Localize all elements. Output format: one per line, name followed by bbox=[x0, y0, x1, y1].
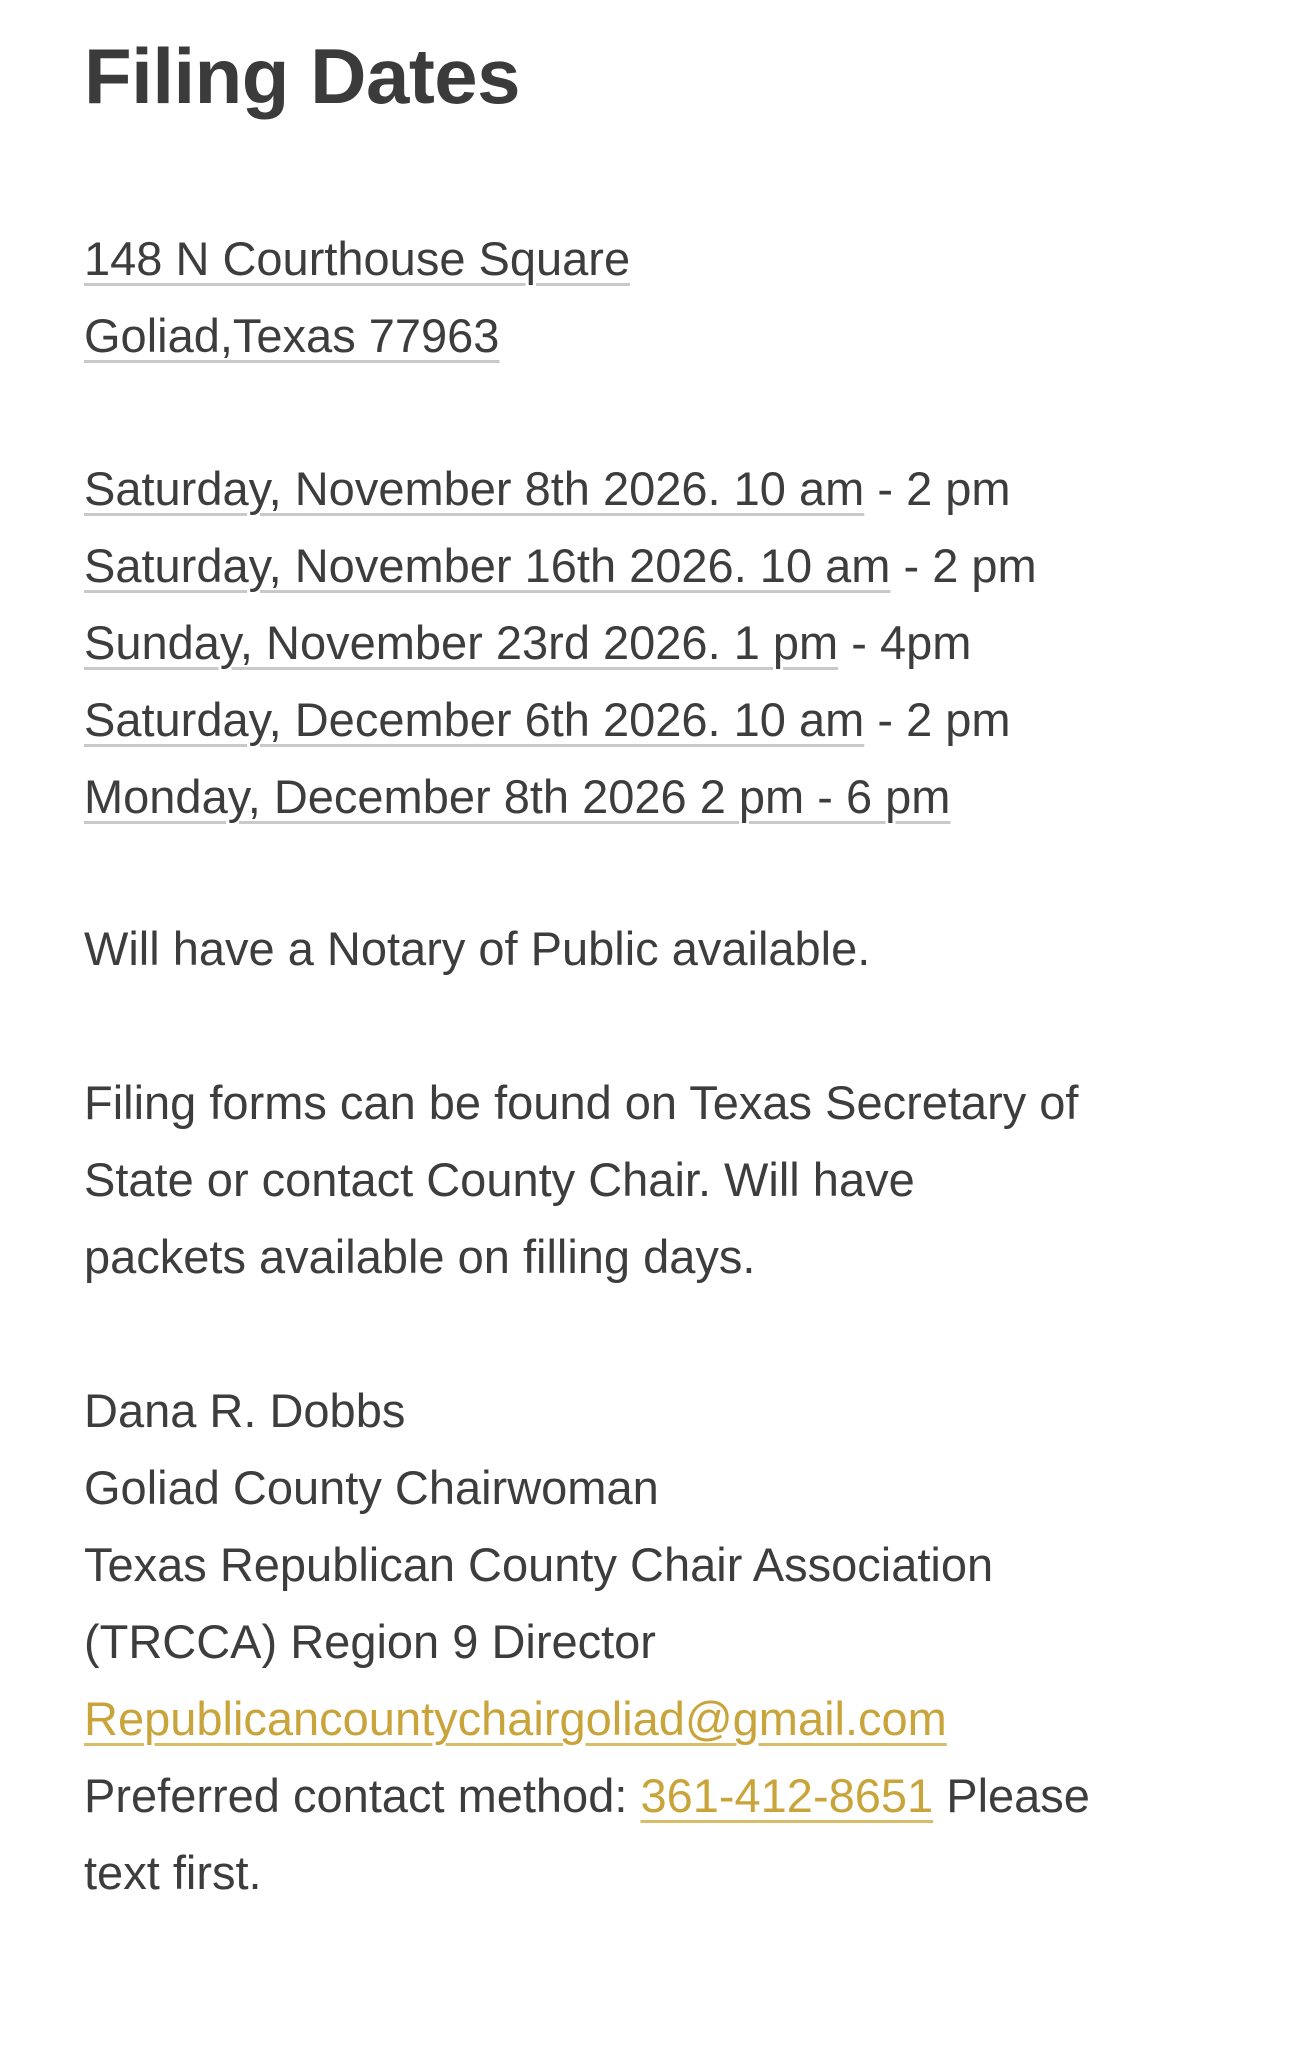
page-title: Filing Dates bbox=[84, 32, 521, 120]
date-link[interactable]: Saturday, December 6th 2026. 10 am bbox=[84, 693, 865, 746]
contact-suffix: Please bbox=[933, 1769, 1090, 1822]
date-link[interactable]: Saturday, November 16th 2026. 10 am bbox=[84, 539, 891, 592]
signature-org: Texas Republican County Chair Association bbox=[84, 1538, 994, 1591]
email-link[interactable]: Republicancountychairgoliad@gmail.com bbox=[84, 1692, 947, 1745]
contact-prefix: Preferred contact method: bbox=[84, 1769, 641, 1822]
date-link[interactable]: Monday, December 8th 2026 2 pm - 6 pm bbox=[84, 770, 951, 823]
email-row bbox=[84, 1680, 1090, 1757]
signature-role: Goliad County Chairwoman bbox=[84, 1461, 659, 1514]
phone-link[interactable]: 361-412-8651 bbox=[640, 1769, 934, 1822]
date-row bbox=[84, 527, 1037, 604]
forms-line: Filing forms can be found on Texas Secretary of bbox=[84, 1076, 1079, 1129]
date-row bbox=[84, 758, 1037, 835]
signature-name: Dana R. Dobbs bbox=[84, 1384, 406, 1437]
date-link[interactable]: Sunday, November 23rd 2026. 1 pm bbox=[84, 616, 839, 669]
date-link[interactable]: Saturday, November 8th 2026. 10 am bbox=[84, 462, 865, 515]
filing-dates-list bbox=[84, 450, 1037, 835]
signature-block bbox=[84, 1372, 1090, 1911]
date-row bbox=[84, 450, 1037, 527]
address-line-1-link[interactable]: 148 N Courthouse Square bbox=[84, 232, 631, 285]
date-time-end: - 2 pm bbox=[864, 693, 1011, 746]
date-row bbox=[84, 681, 1037, 758]
date-time-end: - 2 pm bbox=[890, 539, 1037, 592]
date-row bbox=[84, 604, 1037, 681]
notary-notice bbox=[84, 910, 870, 987]
address-block bbox=[84, 220, 630, 374]
date-time-end: - 2 pm bbox=[864, 462, 1011, 515]
forms-line: packets available on filling days. bbox=[84, 1230, 756, 1283]
contact-note: text first. bbox=[84, 1846, 262, 1899]
forms-line: State or contact County Chair. Will have bbox=[84, 1153, 915, 1206]
date-time-end: - 4pm bbox=[838, 616, 972, 669]
address-line-2-link[interactable]: Goliad,Texas 77963 bbox=[84, 309, 500, 362]
notary-text: Will have a Notary of Public available. bbox=[84, 922, 871, 975]
contact-row bbox=[84, 1757, 1090, 1834]
filing-forms-paragraph bbox=[84, 1064, 1078, 1295]
signature-org-region: (TRCCA) Region 9 Director bbox=[84, 1615, 656, 1668]
